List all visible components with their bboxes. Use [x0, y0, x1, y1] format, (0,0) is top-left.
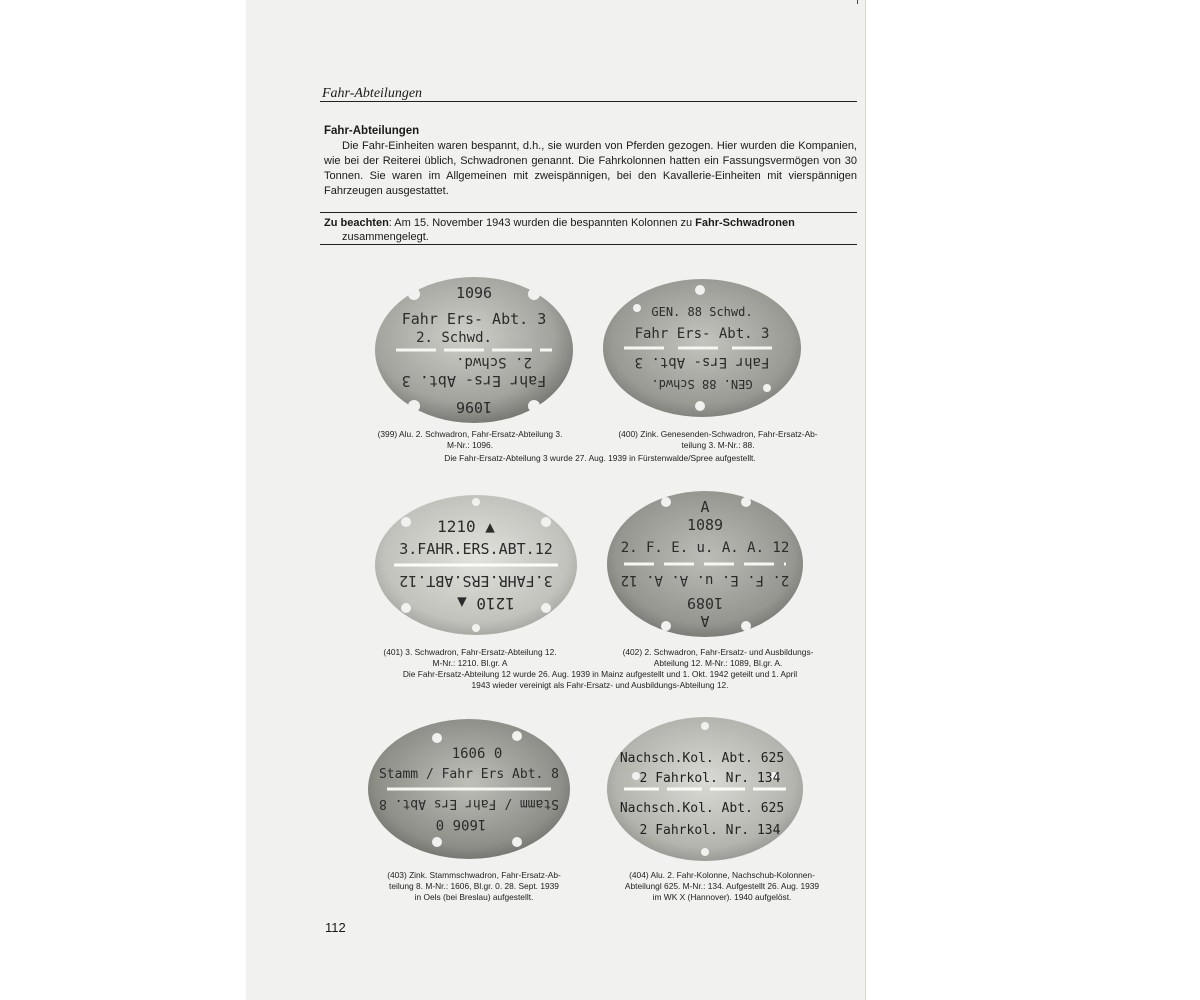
- caption-399-line-2: M-Nr.: 1096.: [446, 440, 494, 450]
- header-rule: [320, 101, 857, 102]
- caption-401-line-2: M-Nr.: 1210. Bl.gr. A: [432, 658, 508, 668]
- caption-399: [352, 429, 588, 451]
- row-1-note: Die Fahr-Ersatz-Abteilung 3 wurde 27. Aug. 1939 in Fürstenwalde/Spree aufgestellt.: [444, 453, 756, 463]
- caption-399-line-1: (399) Alu. 2. Schwadron, Fahr-Ersatz-Abteilung 3.: [377, 429, 563, 439]
- tag-399-mirror-2: Fahr Ers- Abt. 3: [401, 372, 547, 390]
- page-tick: [857, 0, 858, 4]
- note-rule-top: [320, 212, 857, 213]
- caption-403: [352, 870, 596, 903]
- tag-402-line-1: A: [700, 498, 710, 516]
- tag-404-line-2: 2 Fahrkol. Nr. 134: [639, 771, 781, 786]
- note-strong: Fahr-Schwadronen: [695, 217, 795, 229]
- caption-402-line-1: (402) 2. Schwadron, Fahr-Ersatz- und Ausbildungs-: [622, 647, 814, 657]
- note-continuation: zusammengelegt.: [342, 231, 429, 243]
- caption-401-line-1: (401) 3. Schwadron, Fahr-Ersatz-Abteilung 12.: [383, 647, 557, 657]
- tag-401-line-1: 1210 ▲: [437, 517, 495, 536]
- caption-404: [592, 870, 852, 903]
- tag-403-mirror-1: 1606 0: [435, 816, 487, 832]
- tag-403-line-1: 1606 0: [451, 746, 503, 762]
- dog-tag-403: [367, 718, 571, 860]
- tag-399-line-3: 2. Schwd.: [416, 330, 492, 346]
- note-box: [324, 216, 857, 244]
- note-rule-bottom: [320, 244, 857, 245]
- tag-402-mirror-1: A: [700, 612, 710, 630]
- tag-402-line-2: 1089: [686, 516, 724, 534]
- row-2-note-line-2: 1943 wieder vereinigt als Fahr-Ersatz- und Ausbildungs-Abteilung 12.: [471, 680, 729, 690]
- tag-399-mirror-3: 2. Schwd.: [456, 354, 532, 370]
- tag-402-line-3: 2. F. E. u. A. A. 12: [620, 540, 790, 556]
- page-edge: [865, 0, 866, 1000]
- caption-401: [352, 647, 588, 669]
- tag-404-line-1: Nachsch.Kol. Abt. 625: [619, 751, 785, 766]
- tag-399-mirror-1: 1096: [455, 398, 493, 416]
- dog-tag-401: [374, 494, 578, 636]
- tag-400-mirror-2: Fahr Ers- Abt. 3: [634, 354, 770, 370]
- caption-403-line-1: (403) Zink. Stammschwadron, Fahr-Ersatz-Ab-: [387, 870, 561, 880]
- tag-404-line-3: Nachsch.Kol. Abt. 625: [619, 801, 785, 816]
- dog-tag-399: [374, 276, 574, 424]
- note-text: : Am 15. November 1943 wurden die bespannten Kolonnen zu: [388, 217, 696, 229]
- tag-400-line-2: Fahr Ers- Abt. 3: [634, 326, 770, 342]
- tag-401-mirror-1: 1210 ▲: [457, 594, 515, 613]
- running-header: Fahr-Abteilungen: [322, 86, 423, 101]
- tag-399-line-2: Fahr Ers- Abt. 3: [401, 310, 547, 328]
- tag-402-mirror-2: 1089: [686, 594, 724, 612]
- dog-tag-400: [602, 278, 802, 418]
- caption-403-line-2: teilung 8. M-Nr.: 1606, Bl.gr. 0. 28. Sept. 1939: [389, 881, 559, 891]
- caption-402-line-2: Abteilung 12. M-Nr.: 1089, Bl.gr. A.: [653, 658, 783, 668]
- dog-tag-404: [606, 716, 804, 862]
- tag-403-line-2: Stamm / Fahr Ers Abt. 8: [378, 767, 560, 782]
- section-heading: Fahr-Abteilungen: [324, 125, 420, 137]
- note-label: Zu beachten: [324, 217, 389, 229]
- dog-tag-402: [606, 490, 804, 638]
- caption-400: [596, 429, 840, 451]
- page-number: 112: [325, 920, 346, 935]
- caption-404-line-1: (404) Alu. 2. Fahr-Kolonne, Nachschub-Kolonnen-: [629, 870, 815, 880]
- tag-404-line-4: 2 Fahrkol. Nr. 134: [639, 823, 781, 838]
- tag-401-line-2: 3.FAHR.ERS.ABT.12: [399, 540, 553, 558]
- tag-399-line-1: 1096: [455, 284, 493, 302]
- section-body: Die Fahr-Einheiten waren bespannt, d.h., sie wurden von Pferden gezogen. Hier wurden die Kompanien, wie bei der Reiterei üblich, Schwadronen genannt. Die Fahrkolonnen hatten ein Fassungsvermögen von 30 Tonnen. Sie waren im Allgemeinen mit zweispännigen, bei den Kavallerie-Einheiten mit vierspännigen Fahrzeugen ausgestattet.: [324, 140, 857, 197]
- tag-400-line-1: GEN. 88 Schwd.: [651, 305, 753, 319]
- row-2-note-line-1: Die Fahr-Ersatz-Abteilung 12 wurde 26. Aug. 1939 in Mainz aufgestellt und 1. Okt. 1942 geteilt und 1. April: [402, 669, 798, 679]
- tag-401-mirror-2: 3.FAHR.ERS.ABT.12: [399, 572, 553, 590]
- tag-402-mirror-3: 2. F. E. u. A. A. 12: [620, 572, 790, 588]
- caption-400-line-2: teilung 3. M-Nr.: 88.: [681, 440, 755, 450]
- tag-403-mirror-2: Stamm / Fahr Ers Abt. 8: [378, 796, 560, 811]
- tag-400-mirror-1: GEN. 88 Schwd.: [651, 377, 753, 391]
- caption-404-line-3: im WK X (Hannover). 1940 aufgelöst.: [652, 892, 792, 902]
- caption-402: [596, 647, 840, 669]
- caption-403-line-3: in Oels (bei Breslau) aufgestellt.: [414, 892, 534, 902]
- caption-404-line-2: Abteilungl 625. M-Nr.: 134. Aufgestellt 26. Aug. 1939: [624, 881, 820, 891]
- caption-400-line-1: (400) Zink. Genesenden-Schwadron, Fahr-Ersatz-Ab-: [618, 429, 818, 439]
- row-2-note: [340, 669, 860, 691]
